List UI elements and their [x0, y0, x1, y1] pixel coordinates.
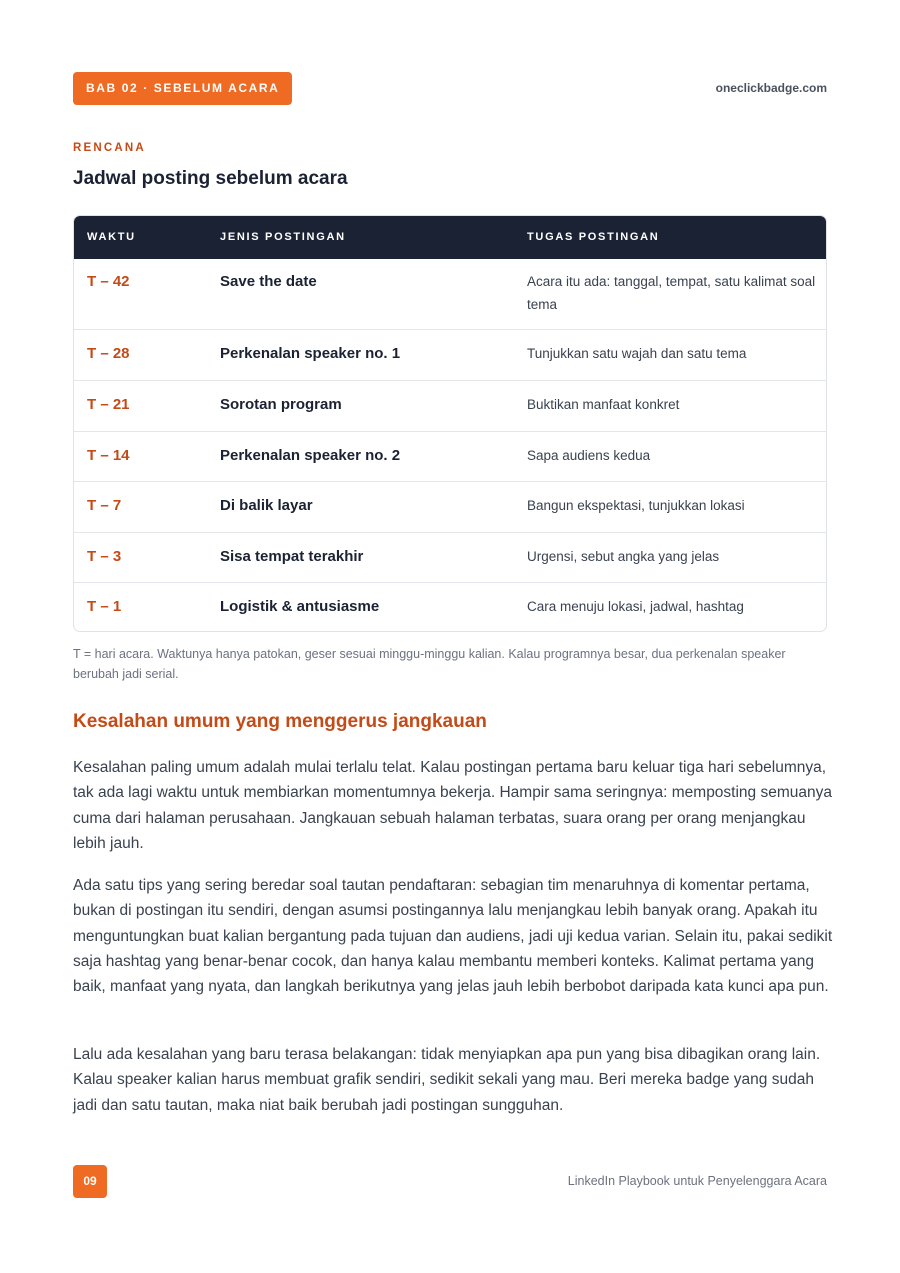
post-task-cell: Bangun ekspektasi, tunjukkan lokasi: [527, 498, 745, 513]
table-row: [74, 380, 826, 431]
time-cell: T – 7: [87, 497, 122, 514]
mistakes-heading: Kesalahan umum yang menggerus jangkauan: [73, 711, 487, 732]
body-paragraph: Ada satu tips yang sering beredar soal tautan pendaftaran: sebagian tim menaruhnya di komentar pertama, bukan di postingan itu sendiri, dengan asumsi postingannya lalu menjangkau lebih banyak orang. Apakah itu menguntungkan buat kalian bergantung pada tujuan dan audiens, jadi uji kedua varian. Selain itu, pakai sedikit saja hashtag yang benar-benar cocok, dan hanya kalau membantu memberi konteks. Kalimat pertama yang baik, manfaat yang nyata, dan langkah berikutnya yang jelas jauh lebih berbobot daripada kata kunci apa pun.: [73, 877, 833, 996]
chapter-badge: BAB 02 · SEBELUM ACARA: [73, 72, 292, 105]
time-cell: T – 21: [87, 396, 130, 413]
post-type-cell: Perkenalan speaker no. 1: [220, 345, 401, 362]
time-cell: T – 1: [87, 598, 122, 615]
post-type-cell: Save the date: [220, 273, 317, 290]
column-header-post-task: TUGAS POSTINGAN: [527, 231, 660, 243]
body-paragraph: Kesalahan paling umum adalah mulai terlalu telat. Kalau postingan pertama baru keluar tiga hari sebelumnya, tak ada lagi waktu untuk membiarkan momentumnya bekerja. Hampir sama seringnya: memposting semuanya cuma dari halaman perusahaan. Jangkauan sebuah halaman terbatas, suara orang per orang menjangkau lebih jauh.: [73, 759, 832, 852]
post-task-cell: Acara itu ada: tanggal, tempat, satu kalimat soal tema: [527, 274, 816, 312]
post-type-cell: Logistik & antusiasme: [220, 598, 380, 615]
table-row: [74, 582, 826, 632]
post-task-cell: Sapa audiens kedua: [527, 448, 651, 463]
post-type-cell: Sisa tempat terakhir: [220, 548, 364, 565]
time-cell: T – 14: [87, 447, 130, 464]
footer-doc-title: LinkedIn Playbook untuk Penyelenggara Acara: [567, 1174, 827, 1188]
column-header-time: WAKTU: [87, 231, 136, 243]
table-row: [74, 329, 826, 380]
table-row: [74, 481, 826, 532]
time-cell: T – 3: [87, 548, 122, 565]
post-type-cell: Perkenalan speaker no. 2: [220, 447, 401, 464]
table-row: [74, 431, 826, 481]
page-number-badge: 09: [73, 1165, 107, 1198]
table-row: [74, 532, 826, 582]
table-footnote: T = hari acara. Waktunya hanya patokan, geser sesuai minggu-minggu kalian. Kalau programnya besar, dua perkenalan speaker berubah jadi serial.: [73, 647, 786, 681]
post-task-cell: Buktikan manfaat konkret: [527, 397, 680, 412]
post-type-cell: Di balik layar: [220, 497, 313, 514]
post-task-cell: Cara menuju lokasi, jadwal, hashtag: [527, 599, 744, 614]
schedule-table: [73, 215, 827, 632]
body-paragraph: Lalu ada kesalahan yang baru terasa belakangan: tidak menyiapkan apa pun yang bisa dibagikan orang lain. Kalau speaker kalian harus membuat grafik sendiri, sedikit sekali yang mau. Beri mereka badge yang sudah jadi dan satu tautan, maka niat baik berubah jadi postingan sungguhan.: [73, 1046, 821, 1114]
post-type-cell: Sorotan program: [220, 396, 342, 413]
post-task-cell: Tunjukkan satu wajah dan satu tema: [527, 346, 747, 361]
page-header: [73, 72, 827, 106]
section-title: Jadwal posting sebelum acara: [73, 168, 348, 189]
time-cell: T – 42: [87, 273, 130, 290]
table-body: [74, 259, 826, 632]
section-eyebrow: RENCANA: [73, 142, 146, 154]
table-header-row: [74, 216, 826, 259]
site-url: oneclickbadge.com: [715, 81, 827, 95]
table-row: [74, 259, 826, 329]
column-header-post-type: JENIS POSTINGAN: [220, 231, 346, 243]
post-task-cell: Urgensi, sebut angka yang jelas: [527, 549, 720, 564]
time-cell: T – 28: [87, 345, 130, 362]
